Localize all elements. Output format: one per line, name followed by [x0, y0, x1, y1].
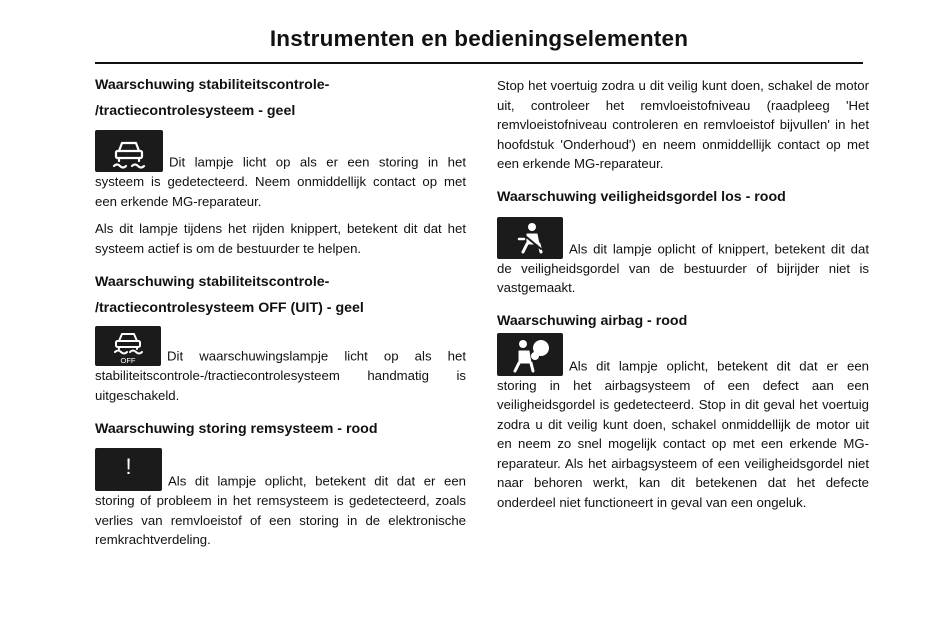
- right-column: [497, 76, 869, 512]
- stability-control-icon: [95, 130, 163, 172]
- exclamation-icon: !: [125, 454, 132, 479]
- stability-off-description: [95, 326, 466, 405]
- stability-blink-text: Als dit lampje tijdens het rijden knippert, betekent dit dat het systeem actief is om de bestuurder te helpen.: [95, 221, 466, 256]
- section-heading-airbag: Waarschuwing airbag - rood: [497, 312, 688, 329]
- section-heading-stability-off: [95, 273, 466, 292]
- page-title: Instrumenten en bedieningselementen: [269, 26, 689, 51]
- section-heading-seatbelt: Waarschuwing veiligheidsgordel los - rood: [497, 188, 786, 205]
- section-heading-stability-cont: [95, 102, 466, 121]
- seatbelt-text: Als dit lampje oplicht of knippert, betekent dit dat de veiligheidsgordel van de bestuurder of bijrijder niet is vastgemaakt.: [497, 241, 869, 295]
- airbag-text: Als dit lampje oplicht, betekent dit dat er een storing in het airbagsysteem of een defect aan een veiligheidsgordel is gedetecteerd. Stop in dit geval het voertuig zodra u dit veilig kunt doen, schakel onmiddellijk de motor uit en neem zo snel mogelijk contact op met een erkende MG-reparateur. Als het airbagsysteem of een veiligheidsgordel niet naar behoren werkt, kan dit betekenen dat het defecte onderdeel niet functioneert in geval van een ongeluk.: [497, 358, 869, 510]
- title-divider: [95, 62, 863, 64]
- heading-line: Waarschuwing stabiliteitscontrole-: [95, 77, 330, 93]
- heading-line: /tractiecontrolesysteem OFF (UIT) - geel: [95, 300, 364, 316]
- brake-description: [95, 448, 466, 550]
- stability-description: [95, 130, 466, 211]
- left-column: [95, 76, 466, 550]
- off-label: OFF: [120, 356, 136, 365]
- stability-off-text: Dit waarschuwingslampje licht op als het stabiliteitscontrole-/tractiecontrolesysteem handmatig is uitgeschakeld.: [95, 348, 466, 403]
- section-heading-brake: Waarschuwing storing remsysteem - rood: [95, 421, 378, 437]
- brake-continuation-text: Stop het voertuig zodra u dit veilig kunt doen, schakel de motor uit, controleer het remvloeistofniveau (raadpleeg 'Het remvloeistofniveau controleren en remvloeistof bijvullen' in het hoofdstuk 'Onderhoud') en neem onmiddellijk contact op met een erkende MG-reparateur.: [497, 78, 869, 171]
- heading-line: Waarschuwing stabiliteitscontrole-: [95, 274, 330, 290]
- section-heading-stability: [95, 76, 466, 95]
- brake-text: Als dit lampje oplicht, betekent dit dat er een storing of probleem in het remsysteem is gedetecteerd, zoals verlies van remvloeistof of een storing in de elektronische remkrachtverdeling.: [95, 473, 466, 547]
- heading-line: /tractiecontrolesysteem - geel: [95, 103, 296, 119]
- stability-text: Dit lampje licht op als er een storing in het systeem is gedetecteerd. Neem onmiddellijk contact op met een erkende MG-reparateur.: [95, 154, 466, 209]
- section-heading-stability-off-cont: [95, 299, 466, 318]
- airbag-description: [497, 333, 869, 513]
- brake-warning-icon: [95, 448, 162, 491]
- airbag-warning-icon: [497, 333, 563, 376]
- seatbelt-description: [497, 217, 869, 298]
- seatbelt-warning-icon: [497, 217, 563, 259]
- stability-control-off-icon: [95, 326, 161, 366]
